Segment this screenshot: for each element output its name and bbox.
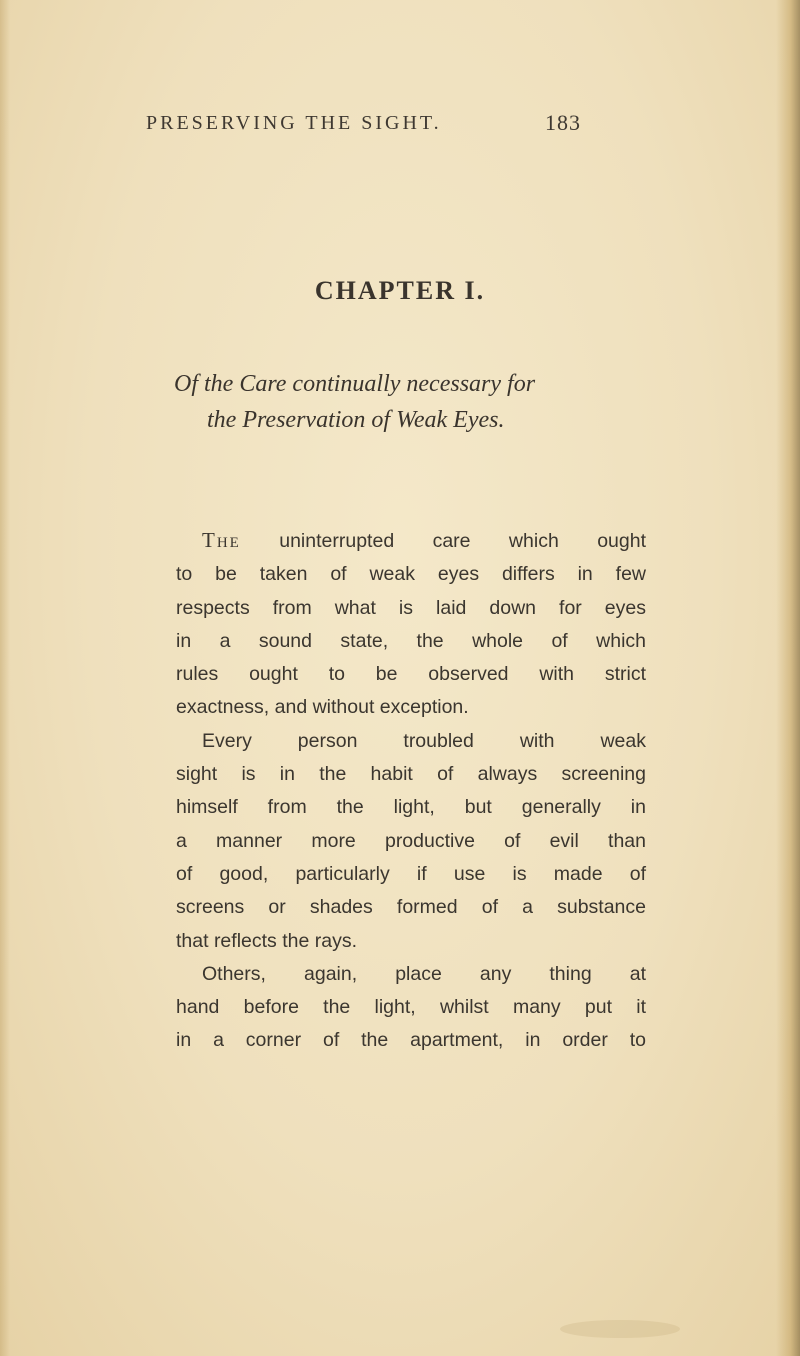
running-head — [0, 112, 800, 142]
text-line: of good, particularly if use is made of — [176, 862, 646, 885]
running-title: PRESERVING THE SIGHT. — [146, 112, 442, 134]
text-line: respects from what is laid down for eyes — [176, 596, 646, 619]
chapter-heading — [0, 276, 800, 306]
text-line: screens or shades formed of a substance — [176, 896, 646, 919]
page-number: 183 — [545, 110, 581, 135]
text-line: sight is in the habit of always screening — [176, 763, 646, 786]
text-line: hand before the light, whilst many put it — [176, 996, 646, 1019]
text-line: Others, again, place any thing at — [202, 962, 646, 985]
text-line: exactness, and without exception. — [176, 696, 469, 719]
chapter-subtitle — [0, 366, 800, 438]
body-text — [176, 524, 646, 1058]
paper-stain — [560, 1320, 680, 1338]
text-line: a manner more productive of evil than — [176, 829, 646, 852]
text-line — [176, 524, 646, 558]
text-line: in a corner of the apartment, in order to — [176, 1029, 646, 1052]
text-line-content: uninterrupted care which ought — [240, 530, 646, 552]
subtitle-line: the Preservation of Weak Eyes. — [207, 407, 505, 433]
text-line: Every person troubled with weak — [202, 729, 646, 752]
subtitle-line: Of the Care continually necessary for — [174, 371, 536, 397]
chapter-heading-text: CHAPTER I. — [314, 276, 486, 305]
first-word: The — [202, 528, 241, 552]
page-left-edge — [0, 0, 10, 1356]
text-line: that reflects the rays. — [176, 929, 357, 952]
text-line: rules ought to be observed with strict — [176, 663, 646, 686]
page-right-edge — [776, 0, 800, 1356]
text-line: in a sound state, the whole of which — [176, 629, 646, 652]
text-line: himself from the light, but generally in — [176, 796, 646, 819]
text-line: to be taken of weak eyes differs in few — [176, 563, 646, 586]
